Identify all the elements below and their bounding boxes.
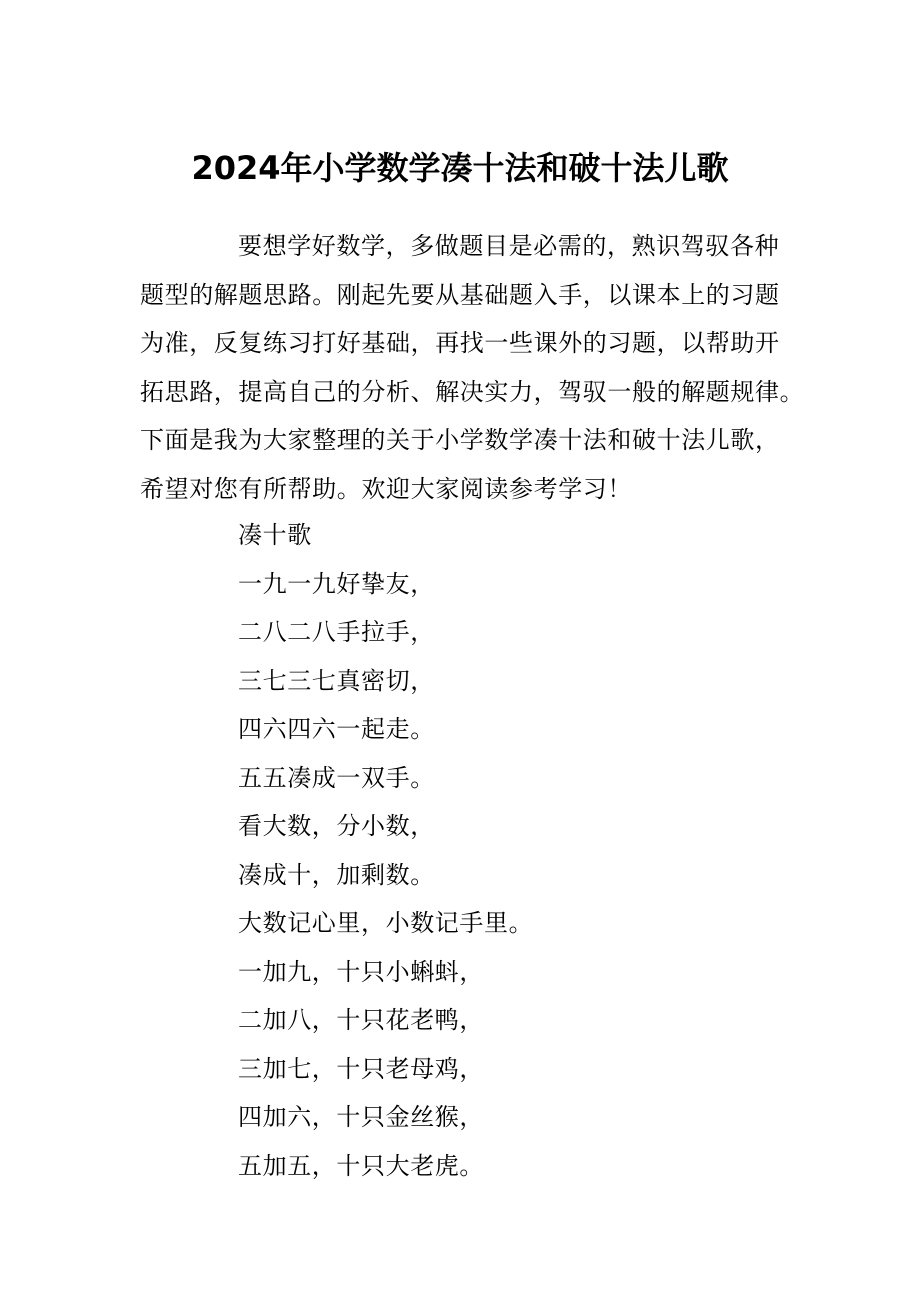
poem-line: 三加七，十只老母鸡，: [238, 1054, 484, 1083]
intro-line: 下面是我为大家整理的关于小学数学凑十法和破十法儿歌，: [140, 426, 780, 454]
poem-line: 五加五，十只大老虎。: [238, 1151, 484, 1180]
intro-line: 为准，反复练习打好基础，再找一些课外的习题，以帮助开: [140, 329, 780, 357]
poem-line: 二八二八手拉手，: [238, 618, 435, 646]
poem-line: 看大数，分小数，: [238, 812, 435, 840]
intro-line: 题型的解题思路。刚起先要从基础题入手，以课本上的习题: [140, 280, 780, 309]
poem-line: 二加八，十只花老鸭，: [238, 1006, 484, 1034]
document-title: 2024年小学数学凑十法和破十法儿歌: [191, 149, 729, 187]
intro-line: 希望对您有所帮助。欢迎大家阅读参考学习！: [140, 474, 632, 503]
poem-line: 一九一九好挚友，: [238, 569, 435, 598]
poem-line: 一加九，十只小蝌蚪，: [238, 957, 484, 986]
poem-line: 四加六，十只金丝猴，: [238, 1103, 484, 1131]
poem-line: 五五凑成一双手。: [238, 763, 435, 792]
poem-line: 凑成十，加剩数。: [238, 860, 435, 889]
poem-heading: 凑十歌: [238, 521, 312, 549]
poem-line: 大数记心里，小数记手里。: [238, 909, 534, 937]
intro-line: 拓思路，提高自己的分析、解决实力，驾驭一般的解题规律。: [140, 377, 805, 406]
intro-paragraph: [140, 222, 805, 513]
poem-block: [238, 511, 533, 1190]
poem-line: 四六四六一起走。: [238, 715, 435, 743]
poem-line: 三七三七真密切，: [238, 666, 435, 695]
intro-line: 要想学好数学，多做题目是必需的，熟识驾驭各种: [238, 232, 780, 260]
